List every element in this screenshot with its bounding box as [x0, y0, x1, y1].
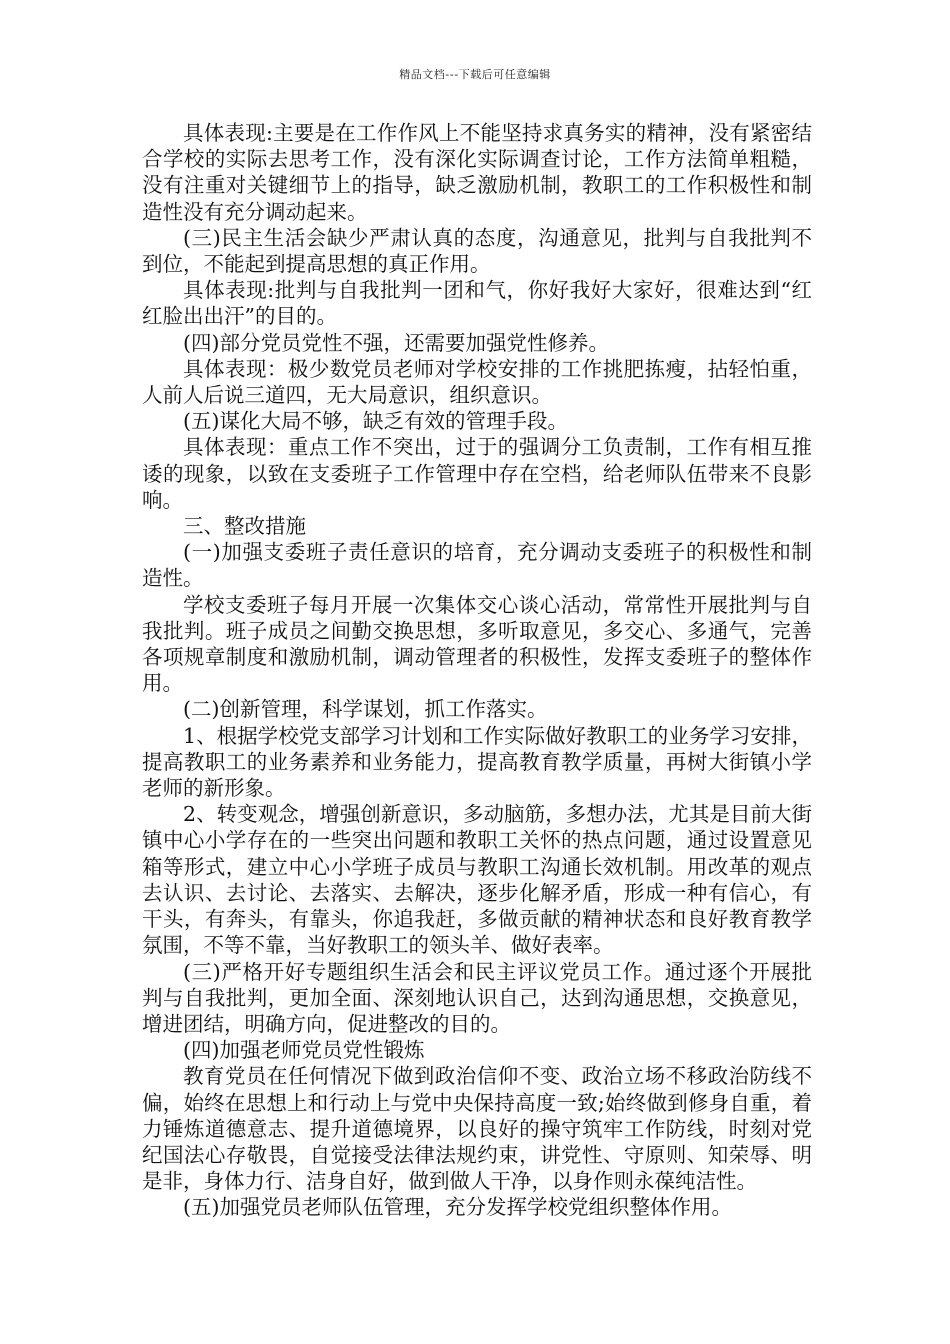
page-header: 精品文档---下载后可任意编辑: [399, 68, 551, 81]
paragraph: 学校支委班子每月开展一次集体交心谈心活动，常常性开展批判与自我批判。班子成员之间勤交换思想，多听取意见，多交心、多通气，完善各项规章制度和激励机制，调动管理者的积极性，发挥支委班子的整体作用。: [142, 592, 812, 696]
paragraph: 教育党员在任何情况下做到政治信仰不变、政治立场不移政治防线不偏，始终在思想上和行动上与党中央保持高度一致;始终做到修身自重，着力锤炼道德意志、提升道德境界，以良好的操守筑牢工作防线，时刻对党纪国法心存敬畏，自觉接受法律法规约束，讲党性、守原则、知荣辱、明是非，身体力行、洁身自好，做到做人干净，以身作则永葆纯洁性。: [142, 1064, 812, 1194]
paragraph: (一)加强支委班子责任意识的培育，充分调动支委班子的积极性和制造性。: [142, 540, 812, 591]
paragraph: (四)加强老师党员党性锻炼: [183, 1038, 425, 1063]
paragraph: 具体表现:批判与自我批判一团和气，你好我好大家好，很难达到“红红脸出出汗”的目的。: [142, 278, 812, 329]
paragraph: (三)严格开好专题组织生活会和民主评议党员工作。通过逐个开展批判与自我批判，更加全面、深刻地认识自己，达到沟通思想，交换意见，增进团结，明确方向，促进整改的目的。: [142, 959, 812, 1036]
paragraph: 具体表现:主要是在工作作风上不能坚持求真务实的精神，没有紧密结合学校的实际去思考工作，没有深化实际调查讨论，工作方法简单粗糙，没有注重对关键细节上的指导，缺乏激励机制，教职工的工作积极性和制造性没有充分调动起来。: [142, 121, 812, 224]
paragraph: (四)部分党员党性不强，还需要加强党性修养。: [183, 330, 609, 355]
paragraph: (三)民主生活会缺少严肃认真的态度，沟通意见，批判与自我批判不到位，不能起到提高思想的真正作用。: [142, 225, 812, 277]
section-heading: 三、整改措施: [183, 514, 306, 539]
paragraph: 1、根据学校党支部学习计划和工作实际做好教职工的业务学习安排，提高教职工的业务素养和业务能力，提高教育教学质量，再树大街镇小学老师的新形象。: [142, 723, 812, 801]
paragraph: (五)加强党员老师队伍管理，充分发挥学校党组织整体作用。: [183, 1195, 732, 1220]
paragraph: (二)创新管理，科学谋划，抓工作落实。: [183, 697, 548, 722]
document-body: [142, 120, 812, 1221]
paragraph: (五)谋化大局不够，缺乏有效的管理手段。: [183, 409, 568, 434]
paragraph: 2、转变观念，增强创新意识，多动脑筋，多想办法，尤其是目前大街镇中心小学存在的一些突出问题和教职工关怀的热点问题，通过设置意见箱等形式，建立中心小学班子成员与教职工沟通长效机制。用改革的观点去认识、去讨论、去落实、去解决，逐步化解矛盾，形成一种有信心，有干头，有奔头，有靠头，你追我赶，多做贡献的精神状态和良好教育教学氛围，不等不靠，当好教职工的领头羊、做好表率。: [142, 802, 812, 958]
paragraph: 具体表现：重点工作不突出，过于的强调分工负责制，工作有相互推诿的现象，以致在支委班子工作管理中存在空档，给老师队伍带来不良影响。: [142, 435, 812, 512]
paragraph: 具体表现：极少数党员老师对学校安排的工作挑肥拣瘦，拈轻怕重，人前人后说三道四，无大局意识，组织意识。: [142, 356, 812, 408]
